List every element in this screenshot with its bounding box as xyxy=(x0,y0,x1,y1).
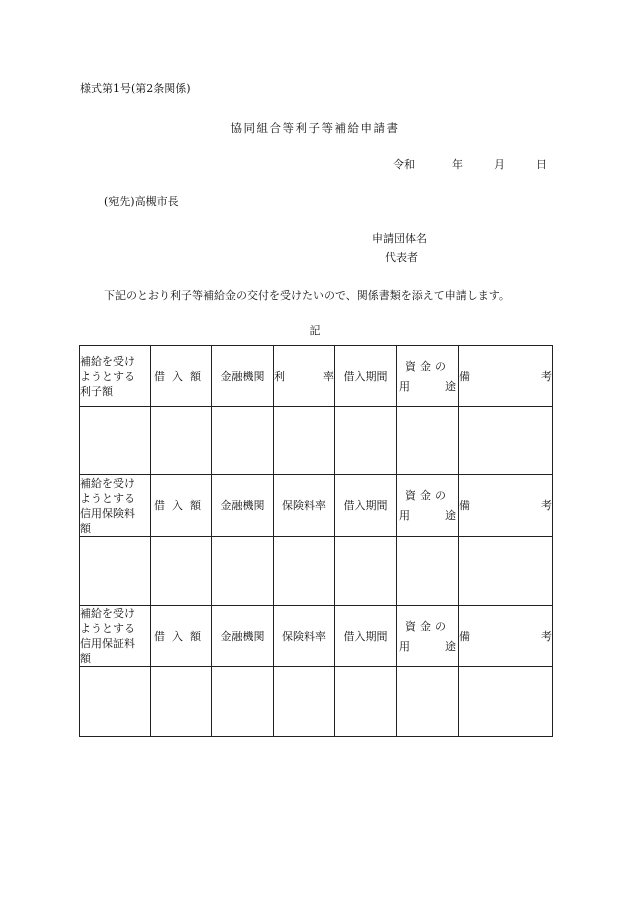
date-year: 年 xyxy=(452,158,463,171)
applicant-org-label: 申請団体名 xyxy=(372,232,427,245)
entry-cell[interactable] xyxy=(151,407,212,475)
header-use: 資金の 用 途 xyxy=(397,346,459,407)
entry-cell[interactable] xyxy=(397,407,459,475)
header-notes: 備 考 xyxy=(459,606,553,667)
header-notes: 備 考 xyxy=(459,346,553,407)
body-text: 下記のとおり利子等補給金の交付を受けたいので、関係書類を添えて申請します。 xyxy=(104,289,510,302)
addressee: (宛先)高槻市長 xyxy=(104,195,179,208)
header-bank: 金融機関 xyxy=(212,475,274,537)
entry-cell[interactable] xyxy=(459,407,553,475)
header-loan-amount: 借入額 xyxy=(151,475,212,537)
entry-cell[interactable] xyxy=(274,537,335,606)
entry-row-guarantee[interactable] xyxy=(80,667,553,737)
ki-marker: 記 xyxy=(309,324,321,337)
entry-cell[interactable] xyxy=(212,537,274,606)
header-row-insurance xyxy=(80,475,553,537)
header-use: 資金の 用 途 xyxy=(397,475,459,537)
entry-cell[interactable] xyxy=(335,537,397,606)
entry-cell[interactable] xyxy=(335,667,397,737)
entry-cell[interactable] xyxy=(212,407,274,475)
entry-cell[interactable] xyxy=(397,667,459,737)
header-insurance-amount: 補給を受けようとする信用保険料額 xyxy=(80,475,151,537)
entry-cell[interactable] xyxy=(151,667,212,737)
document-title: 協同組合等利子等補給申請書 xyxy=(230,121,400,135)
form-number: 様式第1号(第2条関係) xyxy=(80,82,191,95)
entry-cell[interactable] xyxy=(274,667,335,737)
entry-cell[interactable] xyxy=(459,537,553,606)
header-bank: 金融機関 xyxy=(212,606,274,667)
subsidy-table xyxy=(79,345,553,737)
header-insurance-rate: 保険料率 xyxy=(274,606,335,667)
header-insurance-rate: 保険料率 xyxy=(274,475,335,537)
header-period: 借入期間 xyxy=(335,346,397,407)
header-notes: 備 考 xyxy=(459,475,553,537)
header-bank: 金融機関 xyxy=(212,346,274,407)
header-interest-amount: 補給を受けようとする利子額 xyxy=(80,346,151,407)
date-line xyxy=(393,156,547,172)
entry-cell[interactable] xyxy=(459,667,553,737)
entry-cell[interactable] xyxy=(397,537,459,606)
header-row-guarantee xyxy=(80,606,553,667)
entry-cell[interactable] xyxy=(151,537,212,606)
date-month: 月 xyxy=(494,158,505,171)
entry-row-insurance[interactable] xyxy=(80,537,553,606)
entry-row-interest[interactable] xyxy=(80,407,553,475)
entry-cell[interactable] xyxy=(80,537,151,606)
header-loan-amount: 借入額 xyxy=(151,606,212,667)
entry-cell[interactable] xyxy=(80,667,151,737)
header-loan-amount: 借入額 xyxy=(151,346,212,407)
header-guarantee-amount: 補給を受けようとする信用保証料額 xyxy=(80,606,151,667)
entry-cell[interactable] xyxy=(335,407,397,475)
entry-cell[interactable] xyxy=(274,407,335,475)
header-rate: 利 率 xyxy=(274,346,335,407)
entry-cell[interactable] xyxy=(212,667,274,737)
header-use: 資金の 用 途 xyxy=(397,606,459,667)
date-day: 日 xyxy=(536,158,547,171)
entry-cell[interactable] xyxy=(80,407,151,475)
header-period: 借入期間 xyxy=(335,475,397,537)
header-period: 借入期間 xyxy=(335,606,397,667)
header-row-interest xyxy=(80,346,553,407)
date-era: 令和 xyxy=(393,158,415,171)
representative-label: 代表者 xyxy=(385,251,418,264)
